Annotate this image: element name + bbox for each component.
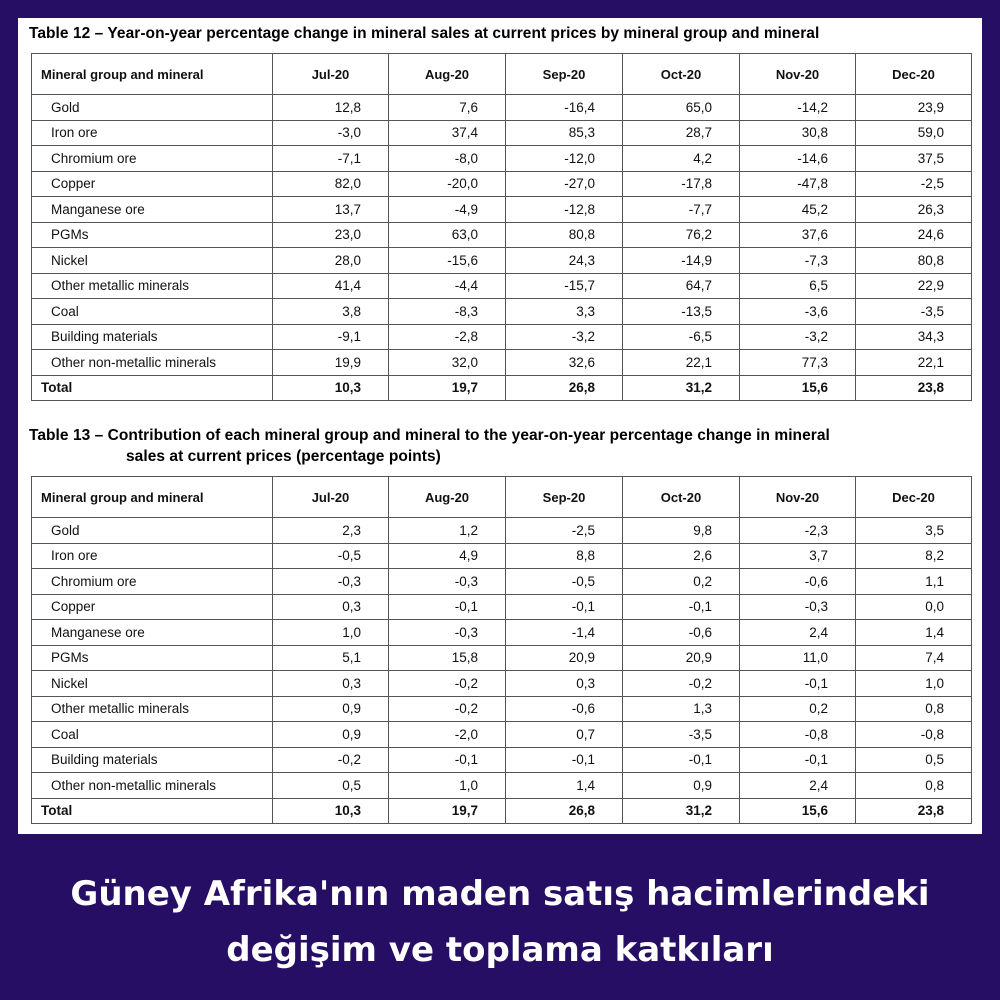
table12-header-row: [32, 54, 972, 95]
cell-value: -12,8: [506, 197, 623, 223]
row-label: Copper: [32, 171, 273, 197]
cell-value: 22,9: [856, 273, 972, 299]
cell-value: 3,7: [740, 543, 856, 569]
table13: [31, 476, 972, 824]
cell-value: 0,9: [623, 773, 740, 799]
table13-row: [32, 518, 972, 544]
cell-value: 31,2: [623, 375, 740, 401]
table12-row: [32, 197, 972, 223]
row-label: Other non-metallic minerals: [32, 350, 273, 376]
cell-value: -0,5: [273, 543, 389, 569]
cell-value: 82,0: [273, 171, 389, 197]
cell-value: 1,2: [389, 518, 506, 544]
table13-title-line1: Table 13 – Contribution of each mineral group and mineral to the year-on-year percentage change in mineral: [29, 427, 830, 444]
cell-value: -0,1: [506, 747, 623, 773]
table12-header-month: Oct-20: [623, 54, 740, 95]
cell-value: 2,4: [740, 620, 856, 646]
cell-value: -0,6: [740, 569, 856, 595]
row-label: Copper: [32, 594, 273, 620]
cell-value: -17,8: [623, 171, 740, 197]
cell-value: 19,9: [273, 350, 389, 376]
table12-row: [32, 222, 972, 248]
row-label: Other metallic minerals: [32, 273, 273, 299]
cell-value: 7,4: [856, 645, 972, 671]
cell-value: 15,6: [740, 798, 856, 824]
table12-row: [32, 146, 972, 172]
cell-value: 64,7: [623, 273, 740, 299]
cell-value: 23,8: [856, 375, 972, 401]
cell-value: 30,8: [740, 120, 856, 146]
cell-value: 11,0: [740, 645, 856, 671]
cell-value: 31,2: [623, 798, 740, 824]
table12-row: [32, 273, 972, 299]
cell-value: -14,9: [623, 248, 740, 274]
row-label: PGMs: [32, 645, 273, 671]
cell-value: 34,3: [856, 324, 972, 350]
cell-value: 10,3: [273, 798, 389, 824]
cell-value: -9,1: [273, 324, 389, 350]
table13-header-month: Jul-20: [273, 477, 389, 518]
cell-value: 37,4: [389, 120, 506, 146]
row-label: Coal: [32, 299, 273, 325]
cell-value: -0,6: [623, 620, 740, 646]
cell-value: 0,5: [856, 747, 972, 773]
cell-value: 65,0: [623, 95, 740, 121]
cell-value: 0,2: [740, 696, 856, 722]
cell-value: 1,3: [623, 696, 740, 722]
cell-value: -0,1: [389, 747, 506, 773]
cell-value: 20,9: [506, 645, 623, 671]
cell-value: 2,4: [740, 773, 856, 799]
cell-value: 8,2: [856, 543, 972, 569]
cell-value: 41,4: [273, 273, 389, 299]
table13-row: [32, 569, 972, 595]
cell-value: -1,4: [506, 620, 623, 646]
cell-value: 0,0: [856, 594, 972, 620]
cell-value: -4,9: [389, 197, 506, 223]
table12-row: [32, 171, 972, 197]
cell-value: -15,7: [506, 273, 623, 299]
caption-line1: Güney Afrika'nın maden satış hacimlerindeki: [70, 874, 930, 914]
cell-value: -0,1: [740, 747, 856, 773]
row-label: Building materials: [32, 747, 273, 773]
row-label: Manganese ore: [32, 197, 273, 223]
row-label: Gold: [32, 518, 273, 544]
cell-value: 3,3: [506, 299, 623, 325]
cell-value: 3,5: [856, 518, 972, 544]
cell-value: -3,0: [273, 120, 389, 146]
row-label: Nickel: [32, 671, 273, 697]
cell-value: 0,8: [856, 773, 972, 799]
cell-value: -2,5: [856, 171, 972, 197]
table12-row: [32, 95, 972, 121]
cell-value: 15,8: [389, 645, 506, 671]
cell-value: -0,1: [623, 747, 740, 773]
row-label: Coal: [32, 722, 273, 748]
cell-value: 2,6: [623, 543, 740, 569]
cell-value: 23,8: [856, 798, 972, 824]
cell-value: 77,3: [740, 350, 856, 376]
cell-value: 0,3: [273, 671, 389, 697]
cell-value: 9,8: [623, 518, 740, 544]
cell-value: 32,6: [506, 350, 623, 376]
table13-row: [32, 620, 972, 646]
cell-value: 3,8: [273, 299, 389, 325]
table13-header-month: Oct-20: [623, 477, 740, 518]
cell-value: -0,3: [740, 594, 856, 620]
cell-value: 85,3: [506, 120, 623, 146]
table13-row: [32, 645, 972, 671]
cell-value: 0,8: [856, 696, 972, 722]
cell-value: -0,2: [389, 696, 506, 722]
cell-value: 2,3: [273, 518, 389, 544]
table12-header-month: Sep-20: [506, 54, 623, 95]
cell-value: 1,0: [389, 773, 506, 799]
cell-value: -7,7: [623, 197, 740, 223]
cell-value: 13,7: [273, 197, 389, 223]
cell-value: -0,3: [389, 620, 506, 646]
cell-value: 45,2: [740, 197, 856, 223]
cell-value: -13,5: [623, 299, 740, 325]
cell-value: 1,0: [273, 620, 389, 646]
table12: [31, 53, 972, 401]
cell-value: -0,1: [389, 594, 506, 620]
cell-value: -20,0: [389, 171, 506, 197]
row-label: Nickel: [32, 248, 273, 274]
cell-value: 0,3: [273, 594, 389, 620]
cell-value: 26,8: [506, 798, 623, 824]
table13-row: [32, 747, 972, 773]
cell-value: 0,5: [273, 773, 389, 799]
cell-value: 26,8: [506, 375, 623, 401]
cell-value: 80,8: [506, 222, 623, 248]
cell-value: 0,3: [506, 671, 623, 697]
table12-row: [32, 248, 972, 274]
table12-row: [32, 350, 972, 376]
row-label: Chromium ore: [32, 569, 273, 595]
cell-value: 22,1: [856, 350, 972, 376]
cell-value: -2,3: [740, 518, 856, 544]
row-label: Iron ore: [32, 120, 273, 146]
cell-value: -7,1: [273, 146, 389, 172]
cell-value: -27,0: [506, 171, 623, 197]
cell-value: 0,9: [273, 696, 389, 722]
cell-value: -15,6: [389, 248, 506, 274]
table13-row: [32, 722, 972, 748]
table13-total-row: [32, 798, 972, 824]
cell-value: -3,5: [856, 299, 972, 325]
cell-value: 28,0: [273, 248, 389, 274]
cell-value: -3,5: [623, 722, 740, 748]
cell-value: 23,0: [273, 222, 389, 248]
cell-value: -0,3: [273, 569, 389, 595]
row-label: Manganese ore: [32, 620, 273, 646]
cell-value: -4,4: [389, 273, 506, 299]
cell-value: 5,1: [273, 645, 389, 671]
cell-value: 23,9: [856, 95, 972, 121]
table12-total-row: [32, 375, 972, 401]
cell-value: 1,0: [856, 671, 972, 697]
cell-value: 12,8: [273, 95, 389, 121]
table12-header-month: Aug-20: [389, 54, 506, 95]
table12-title: Table 12 – Year-on-year percentage change in mineral sales at current prices by mineral group and mineral: [29, 25, 820, 42]
cell-value: -3,2: [740, 324, 856, 350]
table13-title-line2: sales at current prices (percentage points): [126, 448, 441, 465]
table13-header-month: Dec-20: [856, 477, 972, 518]
row-label: Other non-metallic minerals: [32, 773, 273, 799]
cell-value: -0,1: [623, 594, 740, 620]
cell-value: -0,2: [389, 671, 506, 697]
table13-row: [32, 696, 972, 722]
cell-value: -6,5: [623, 324, 740, 350]
cell-value: 37,6: [740, 222, 856, 248]
document-sheet: [18, 18, 982, 834]
cell-value: -2,0: [389, 722, 506, 748]
cell-value: -47,8: [740, 171, 856, 197]
table12-row: [32, 324, 972, 350]
table13-row: [32, 594, 972, 620]
table12-header-month: Jul-20: [273, 54, 389, 95]
table13-header-mineral: Mineral group and mineral: [32, 477, 273, 518]
cell-value: 4,9: [389, 543, 506, 569]
cell-value: 24,3: [506, 248, 623, 274]
cell-value: 32,0: [389, 350, 506, 376]
table12-header-mineral: Mineral group and mineral: [32, 54, 273, 95]
cell-value: 10,3: [273, 375, 389, 401]
table13-title: [29, 425, 974, 467]
row-label: Other metallic minerals: [32, 696, 273, 722]
cell-value: -14,2: [740, 95, 856, 121]
cell-value: -3,6: [740, 299, 856, 325]
cell-value: -0,2: [273, 747, 389, 773]
cell-value: 80,8: [856, 248, 972, 274]
cell-value: -14,6: [740, 146, 856, 172]
cell-value: -0,1: [740, 671, 856, 697]
table13-header-month: Sep-20: [506, 477, 623, 518]
row-label: Building materials: [32, 324, 273, 350]
cell-value: 19,7: [389, 375, 506, 401]
table13-row: [32, 671, 972, 697]
cell-value: -0,2: [623, 671, 740, 697]
cell-value: -0,1: [506, 594, 623, 620]
cell-value: 0,7: [506, 722, 623, 748]
cell-value: 20,9: [623, 645, 740, 671]
cell-value: 26,3: [856, 197, 972, 223]
row-label: Chromium ore: [32, 146, 273, 172]
cell-value: -7,3: [740, 248, 856, 274]
table12-row: [32, 120, 972, 146]
row-label: Total: [32, 375, 273, 401]
cell-value: -0,6: [506, 696, 623, 722]
cell-value: 4,2: [623, 146, 740, 172]
cell-value: 1,4: [856, 620, 972, 646]
cell-value: -0,8: [856, 722, 972, 748]
caption-line2: değişim ve toplama katkıları: [226, 930, 774, 970]
cell-value: 24,6: [856, 222, 972, 248]
cell-value: -2,5: [506, 518, 623, 544]
row-label: PGMs: [32, 222, 273, 248]
cell-value: -8,3: [389, 299, 506, 325]
table12-header-month: Nov-20: [740, 54, 856, 95]
table12-header-month: Dec-20: [856, 54, 972, 95]
cell-value: 59,0: [856, 120, 972, 146]
cell-value: 6,5: [740, 273, 856, 299]
table13-header-month: Nov-20: [740, 477, 856, 518]
cell-value: 19,7: [389, 798, 506, 824]
table13-header-month: Aug-20: [389, 477, 506, 518]
cell-value: -2,8: [389, 324, 506, 350]
cell-value: -8,0: [389, 146, 506, 172]
cell-value: 0,2: [623, 569, 740, 595]
cell-value: 76,2: [623, 222, 740, 248]
cell-value: 15,6: [740, 375, 856, 401]
table12-row: [32, 299, 972, 325]
cell-value: 7,6: [389, 95, 506, 121]
row-label: Gold: [32, 95, 273, 121]
cell-value: -0,8: [740, 722, 856, 748]
cell-value: -3,2: [506, 324, 623, 350]
cell-value: -0,5: [506, 569, 623, 595]
cell-value: 28,7: [623, 120, 740, 146]
cell-value: -16,4: [506, 95, 623, 121]
table13-row: [32, 773, 972, 799]
cell-value: 8,8: [506, 543, 623, 569]
row-label: Total: [32, 798, 273, 824]
cell-value: 37,5: [856, 146, 972, 172]
cell-value: 22,1: [623, 350, 740, 376]
cell-value: 63,0: [389, 222, 506, 248]
cell-value: 1,1: [856, 569, 972, 595]
table13-row: [32, 543, 972, 569]
cell-value: 1,4: [506, 773, 623, 799]
cell-value: 0,9: [273, 722, 389, 748]
cell-value: -0,3: [389, 569, 506, 595]
cell-value: -12,0: [506, 146, 623, 172]
row-label: Iron ore: [32, 543, 273, 569]
table13-header-row: [32, 477, 972, 518]
